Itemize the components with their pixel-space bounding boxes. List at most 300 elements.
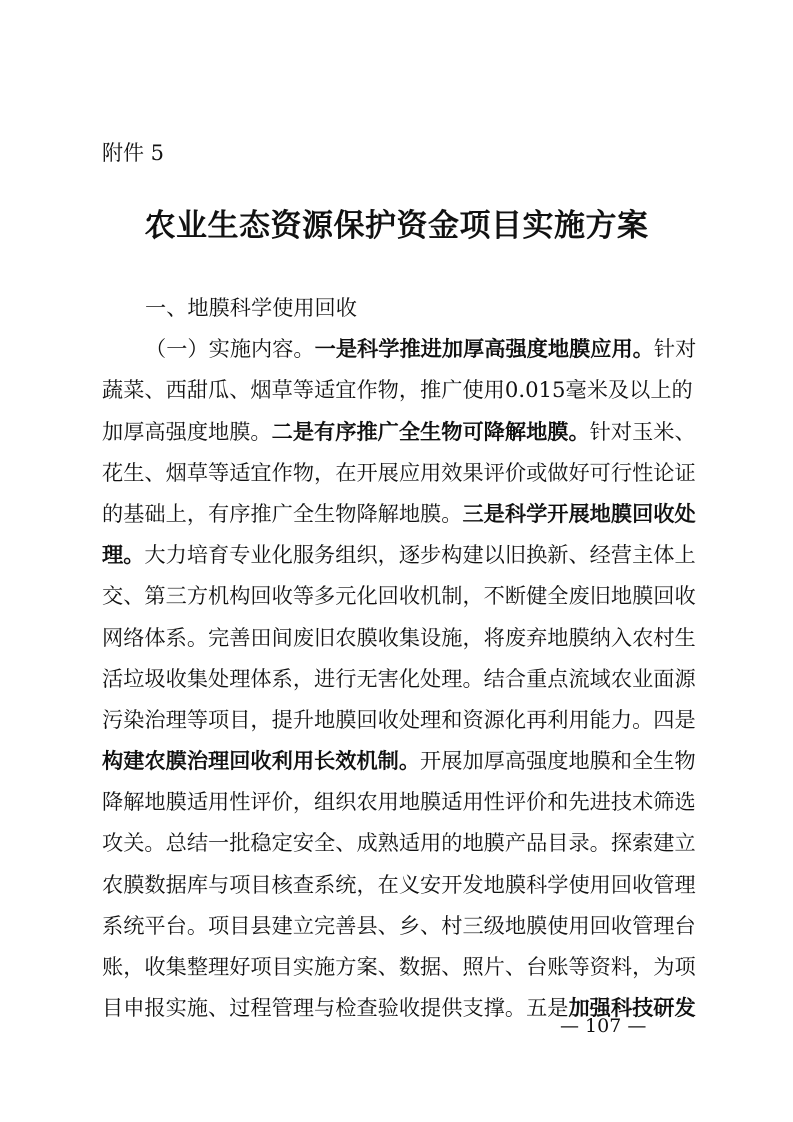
bold-char: 学: [378, 336, 400, 362]
char: 适: [441, 789, 463, 815]
bold-char: 厚: [463, 336, 485, 362]
char: 批: [229, 830, 251, 856]
char: 报: [144, 995, 166, 1021]
char: 收: [674, 583, 696, 609]
char: 统: [123, 912, 145, 938]
bold-char: 是: [483, 500, 505, 526]
char: 有: [208, 500, 230, 526]
char: 基: [123, 500, 145, 526]
char: 圾: [144, 665, 166, 691]
char: 设: [420, 624, 442, 650]
char: 县: [250, 912, 272, 938]
char: 高: [144, 418, 166, 444]
char: 以: [629, 377, 651, 403]
bold-char: 科: [504, 500, 527, 526]
char: 加: [102, 418, 124, 444]
char: 旧: [589, 583, 611, 609]
char: 。: [462, 665, 484, 691]
char: 垃: [123, 665, 145, 691]
char: 与: [208, 871, 230, 897]
body-line: [102, 493, 696, 534]
char: 农: [356, 789, 378, 815]
char: 。: [186, 624, 209, 650]
char: 再: [526, 706, 548, 732]
char: 提: [420, 995, 442, 1021]
char: 、: [568, 542, 590, 568]
bold-char: 地: [589, 500, 611, 526]
char: 发: [462, 871, 484, 897]
char: 生: [674, 624, 696, 650]
bold-char: 制: [377, 748, 399, 774]
char: 收: [398, 583, 421, 609]
char: 、: [335, 830, 357, 856]
char: 等: [186, 706, 209, 732]
bold-char: 物: [441, 418, 463, 444]
bold-char: 是: [335, 336, 358, 362]
char: 旧: [314, 624, 336, 650]
char: 膜: [165, 789, 187, 815]
char: 施: [186, 995, 209, 1021]
char: 旧: [504, 542, 527, 568]
char: 收: [377, 624, 399, 650]
char: 膜: [420, 789, 442, 815]
char: 理: [420, 706, 442, 732]
char: 行: [610, 459, 633, 485]
char: 体: [653, 542, 675, 568]
char: 目: [271, 954, 293, 979]
char: 和: [547, 789, 569, 815]
char: 开: [356, 459, 378, 485]
char: 进: [589, 789, 611, 815]
char: 。: [293, 336, 315, 362]
char: 多: [314, 583, 336, 609]
char: 理: [229, 665, 251, 691]
char: 能: [589, 706, 611, 732]
char: 价: [271, 789, 293, 815]
char: 农: [335, 624, 357, 650]
char: ，: [292, 665, 315, 691]
char: 花: [102, 459, 124, 485]
char: 收: [144, 954, 166, 979]
char: 台: [526, 954, 548, 979]
char: ）: [187, 336, 209, 362]
char: 管: [271, 995, 293, 1021]
bold-char: 技: [632, 995, 654, 1021]
char: 产: [504, 830, 527, 856]
char: 度: [186, 418, 209, 444]
char: 回: [356, 706, 378, 732]
char: 安: [420, 871, 442, 897]
char: 定: [271, 830, 293, 856]
char: 断: [504, 583, 527, 609]
char: 体: [144, 624, 166, 650]
char: 施: [314, 954, 336, 979]
char: 利: [547, 706, 569, 732]
bold-char: 地: [547, 336, 570, 362]
char: 撑: [483, 995, 505, 1021]
char: ，: [123, 954, 145, 979]
char: 农: [102, 871, 124, 897]
char: 面: [653, 665, 675, 691]
bold-char: 全: [398, 418, 421, 444]
char: 用: [462, 789, 484, 815]
char: 度: [547, 748, 569, 774]
document-body: [102, 287, 697, 1028]
bold-char: 膜: [610, 500, 633, 526]
bold-char: 科: [357, 336, 379, 362]
section-heading: 一、地膜科学使用回收: [145, 295, 357, 320]
char: 无: [356, 665, 378, 691]
char: 三: [165, 583, 187, 609]
char: 案: [356, 954, 378, 979]
char: 地: [483, 871, 505, 897]
char: 组: [335, 542, 357, 568]
char: 五: [526, 995, 548, 1021]
char: 展: [441, 748, 463, 774]
char: 和: [441, 706, 463, 732]
char: 据: [420, 954, 442, 979]
char: 、: [144, 459, 166, 485]
bold-char: 。: [398, 748, 421, 774]
char: 理: [208, 954, 230, 979]
char: 论: [653, 459, 675, 485]
char: 建: [462, 542, 484, 568]
char: 农: [610, 665, 633, 691]
char: 建: [653, 830, 675, 856]
char: 提: [271, 706, 293, 732]
char: 整: [186, 954, 209, 979]
char: 础: [144, 500, 166, 526]
char: 探: [610, 830, 633, 856]
char: 。: [441, 500, 463, 526]
char: 理: [292, 995, 315, 1021]
char: 开: [420, 748, 442, 774]
char: 弃: [526, 624, 548, 650]
char: 三: [462, 912, 484, 938]
char: 西: [165, 377, 187, 403]
char: 对: [610, 418, 633, 444]
char: 织: [356, 542, 378, 568]
char: 草: [186, 459, 209, 485]
char: 厚: [123, 418, 145, 444]
char: 实: [208, 336, 230, 362]
char: 供: [441, 995, 463, 1021]
char: 务: [314, 542, 336, 568]
bold-char: 膜: [569, 336, 591, 362]
char: 上: [674, 542, 696, 568]
char: 。: [144, 830, 166, 856]
char: 与: [314, 995, 336, 1021]
char: 数: [398, 954, 421, 979]
char: 适: [186, 789, 209, 815]
char: 推: [250, 500, 272, 526]
body-line: [102, 617, 696, 658]
char: 效: [441, 459, 463, 485]
char: ，: [377, 542, 399, 568]
char: 等: [292, 377, 315, 403]
char: 平: [144, 912, 166, 938]
char: 程: [250, 995, 272, 1021]
char: 好: [568, 459, 590, 485]
char: 评: [504, 789, 527, 815]
char: 地: [208, 418, 230, 444]
char: 力: [610, 706, 633, 732]
char: 目: [229, 706, 251, 732]
bold-char: 。: [632, 336, 654, 362]
char: 膜: [356, 624, 378, 650]
char: 适: [229, 459, 251, 485]
char: 性: [483, 789, 505, 815]
char: 稳: [250, 830, 272, 856]
char: 内: [251, 336, 273, 362]
char: 科: [526, 871, 548, 897]
char: ，: [632, 954, 654, 979]
char: 统: [335, 871, 357, 897]
char: 成: [356, 830, 378, 856]
char: 废: [292, 624, 315, 650]
char: 络: [123, 624, 145, 650]
char: 处: [398, 706, 421, 732]
char: 义: [398, 871, 421, 897]
char: 生: [123, 459, 145, 485]
char: 应: [398, 459, 421, 485]
char: 县: [356, 912, 378, 938]
char: 结: [483, 665, 505, 691]
char: 培: [186, 542, 209, 568]
char: ，: [462, 624, 484, 650]
char: 收: [610, 912, 633, 938]
char: 支: [462, 995, 484, 1021]
bold-char: 有: [314, 418, 336, 444]
char: 过: [229, 995, 251, 1021]
char: 村: [653, 624, 675, 650]
char: 回: [377, 583, 399, 609]
char: 检: [335, 995, 357, 1021]
char: ，: [250, 706, 272, 732]
bold-char: 强: [589, 995, 611, 1021]
body-line: [102, 864, 696, 905]
char: 使: [462, 377, 484, 403]
bold-char: 科: [610, 995, 633, 1021]
char: 解: [123, 789, 145, 815]
char: 理: [441, 665, 463, 691]
char: 膜: [420, 500, 442, 526]
char: 地: [398, 500, 421, 526]
char: 田: [250, 624, 272, 650]
char: 流: [568, 665, 590, 691]
char: 用: [208, 789, 230, 815]
char: 针: [653, 336, 676, 362]
char: 活: [102, 665, 124, 691]
char: 项: [250, 954, 272, 979]
char: 善: [229, 624, 251, 650]
char: ，: [292, 789, 315, 815]
char: 地: [610, 583, 633, 609]
char: 收: [377, 706, 399, 732]
char: 台: [165, 912, 187, 938]
char: 实: [165, 995, 187, 1021]
char: 网: [102, 624, 124, 650]
body-line: [102, 699, 696, 740]
bold-char: 解: [504, 418, 527, 444]
char: 、: [504, 954, 527, 979]
char: 账: [547, 954, 569, 979]
char: 等: [208, 459, 230, 485]
char: 地: [547, 624, 569, 650]
bold-char: 三: [462, 500, 484, 526]
char: 申: [123, 995, 145, 1021]
bold-char: 回: [632, 500, 654, 526]
char: 照: [462, 954, 484, 979]
char: 或: [526, 459, 548, 485]
char: 以: [483, 542, 505, 568]
char: 系: [314, 871, 336, 897]
char: ，: [398, 377, 421, 403]
char: 实: [292, 954, 315, 979]
char: 善: [335, 912, 357, 938]
char: 总: [165, 830, 187, 856]
bold-char: 度: [526, 336, 548, 362]
char: 。: [250, 418, 272, 444]
char: 地: [314, 706, 336, 732]
char: 等: [568, 954, 590, 979]
page-number: — 107 —: [560, 1015, 647, 1037]
char: 营: [610, 542, 633, 568]
bold-char: 处: [674, 500, 696, 526]
char: 关: [123, 830, 145, 856]
char: 元: [335, 583, 357, 609]
char: 账: [102, 954, 124, 979]
char: 膜: [123, 871, 145, 897]
char: 理: [674, 871, 696, 897]
bold-char: 膜: [165, 748, 187, 774]
char: 熟: [377, 830, 399, 856]
char: 蔬: [102, 377, 124, 403]
bold-char: 。: [123, 542, 145, 568]
char: 地: [462, 830, 484, 856]
bold-char: 推: [399, 336, 421, 362]
bold-char: 机: [356, 748, 378, 774]
char: 玉: [632, 418, 654, 444]
char: 选: [674, 789, 696, 815]
char: 学: [547, 871, 569, 897]
bold-char: 展: [568, 500, 590, 526]
body-line: [102, 781, 696, 822]
char: 宜: [335, 377, 357, 403]
char: 染: [123, 706, 145, 732]
char: 一: [208, 830, 230, 856]
char: 和: [610, 748, 633, 774]
char: 适: [398, 830, 421, 856]
bold-char: 一: [314, 336, 336, 362]
char: 膜: [335, 706, 357, 732]
body-line: [102, 369, 693, 410]
char: 先: [568, 789, 590, 815]
char: 是: [674, 706, 696, 732]
char: 重: [526, 665, 548, 691]
char: 膜: [504, 871, 527, 897]
char: 推: [420, 377, 442, 403]
char: 性: [632, 459, 654, 485]
char: 地: [504, 912, 527, 938]
char: 集: [186, 665, 209, 691]
char: 回: [610, 871, 633, 897]
bold-char: 收: [653, 500, 675, 526]
char: 害: [377, 665, 399, 691]
char: 完: [314, 912, 336, 938]
char: 专: [229, 542, 251, 568]
char: 村: [441, 912, 463, 938]
char: 化: [398, 665, 421, 691]
bold-char: 生: [420, 418, 442, 444]
bold-char: 广: [377, 418, 399, 444]
char: 膜: [229, 418, 251, 444]
char: 管: [632, 912, 654, 938]
bold-char: 地: [526, 418, 548, 444]
char: 毫: [565, 377, 587, 403]
char: 价: [526, 789, 548, 815]
bold-char: 理: [208, 748, 230, 774]
body-line: [102, 328, 697, 369]
char: 生: [653, 748, 675, 774]
char: 展: [377, 459, 399, 485]
char: 生: [314, 500, 336, 526]
char: 源: [674, 665, 696, 691]
char: 不: [483, 583, 505, 609]
char: 价: [504, 459, 527, 485]
char: 化: [271, 542, 293, 568]
char: 项: [674, 954, 696, 979]
char: 集: [398, 624, 421, 650]
char: 机: [420, 583, 442, 609]
char: 完: [208, 624, 230, 650]
bold-char: 用: [292, 748, 315, 774]
char: 性: [229, 789, 251, 815]
char: 适: [314, 377, 336, 403]
char: 查: [356, 995, 378, 1021]
char: 合: [504, 665, 527, 691]
char: 0.015: [504, 377, 566, 403]
char: 膜: [589, 748, 611, 774]
bold-char: 膜: [547, 418, 569, 444]
char: 一: [166, 336, 188, 362]
bold-char: 构: [102, 748, 124, 774]
char: 将: [483, 624, 505, 650]
char: 用: [420, 459, 442, 485]
body-line: [102, 575, 696, 616]
char: 点: [547, 665, 569, 691]
char: 术: [632, 789, 654, 815]
char: 的: [441, 830, 463, 856]
char: 瓜: [208, 377, 230, 403]
char: 在: [335, 459, 357, 485]
char: 容: [272, 336, 294, 362]
char: 。: [589, 830, 611, 856]
char: 四: [653, 706, 675, 732]
bold-char: 农: [144, 748, 166, 774]
bold-char: 强: [505, 336, 527, 362]
char: 地: [398, 789, 421, 815]
char: 筛: [653, 789, 675, 815]
char: 膜: [632, 583, 654, 609]
char: 业: [250, 542, 272, 568]
char: 及: [607, 377, 630, 403]
char: 施: [229, 336, 252, 362]
bold-char: 长: [314, 748, 336, 774]
bold-char: 理: [102, 542, 124, 568]
char: 交: [102, 583, 124, 609]
char: 施: [441, 624, 463, 650]
